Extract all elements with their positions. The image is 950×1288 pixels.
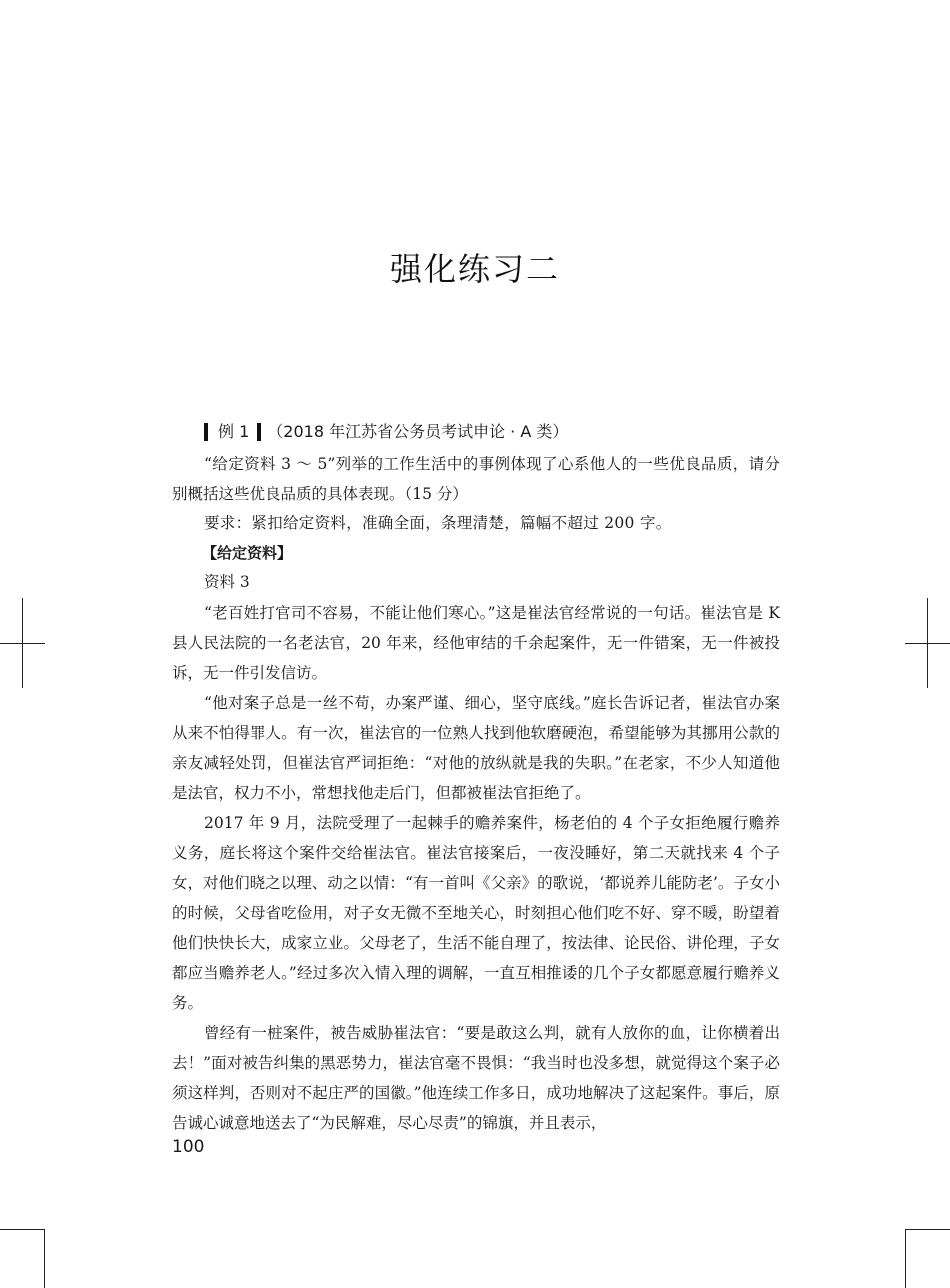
example-label: 例 1	[218, 422, 250, 441]
material-paragraph: 2017 年 9 月，法院受理了一起棘手的赡养案件，杨老伯的 4 个子女拒绝履行赡养义务，庭长将这个案件交给崔法官。崔法官接案后，一夜没睡好，第二天就找来 4 个子女，对他们晓之以理、动之以情：“有一首叫《父亲》的歌说，‘都说养儿能防老’。子女小的时候，父母省吃俭用，对子女无微不至地关心，时刻担心他们吃不好、穿不暖，盼望着他们快快长大，成家立业。父母老了，生活不能自理了，按法律、论民俗、讲伦理，子女都应当赡养老人。”经过多次入情入理的调解，一直互相推诿的几个子女都愿意履行赡养义务。	[172, 813, 780, 1012]
material-label: 资料 3	[204, 573, 250, 591]
crop-mark-bottom-right-h	[905, 1229, 950, 1230]
crop-mark-bottom-left-h	[0, 1229, 45, 1230]
heading-bar-left	[204, 423, 208, 441]
example-source: （2018 年江苏省公务员考试申论 · A 类）	[267, 422, 569, 441]
crop-mark-bottom-right-v	[905, 1229, 906, 1288]
page-content	[172, 420, 780, 1138]
crop-mark-right-horizontal	[905, 643, 950, 644]
materials-heading: 【给定资料】	[202, 543, 293, 562]
crop-mark-bottom-left-v	[44, 1229, 45, 1288]
material-paragraph: 曾经有一桩案件，被告威胁崔法官：“要是敢这么判，就有人放你的血，让你横着出去！”面对被告纠集的黑恶势力，崔法官毫不畏惧：“我当时也没多想，就觉得这个案子必须这样判，否则对不起庄严的国徽。”他连续工作多日，成功地解决了这起案件。事后，原告诚心诚意地送去了“为民解难，尽心尽责”的锦旗，并且表示，	[172, 1023, 780, 1132]
page-number: 100	[172, 1137, 205, 1157]
crop-mark-left-horizontal	[0, 643, 45, 644]
material-paragraph: “他对案子总是一丝不苟，办案严谨、细心，坚守底线。”庭长告诉记者，崔法官办案从来不怕得罪人。有一次，崔法官的一位熟人找到他软磨硬泡，希望能够为其挪用公款的亲友减轻处罚，但崔法官严词拒绝：“对他的放纵就是我的失职。”在老家，不少人知道他是法官，权力不小，常想找他走后门，但都被崔法官拒绝了。	[172, 693, 780, 802]
example-heading	[204, 420, 780, 444]
material-paragraph: “老百姓打官司不容易，不能让他们寒心。”这是崔法官经常说的一句话。崔法官是 K 县人民法院的一名老法官，20 年来，经他审结的千余起案件，无一件错案，无一件被投诉，无一件引发信访。	[172, 603, 780, 682]
question-text: “给定资料 3 ～ 5”列举的工作生活中的事例体现了心系他人的一些优良品质，请分别概括这些优良品质的具体表现。（15 分）	[172, 455, 780, 503]
requirement-text: 要求：紧扣给定资料，准确全面，条理清楚，篇幅不超过 200 字。	[204, 514, 672, 532]
page-title: 强化练习二	[389, 250, 560, 288]
heading-bar-right	[257, 423, 261, 441]
